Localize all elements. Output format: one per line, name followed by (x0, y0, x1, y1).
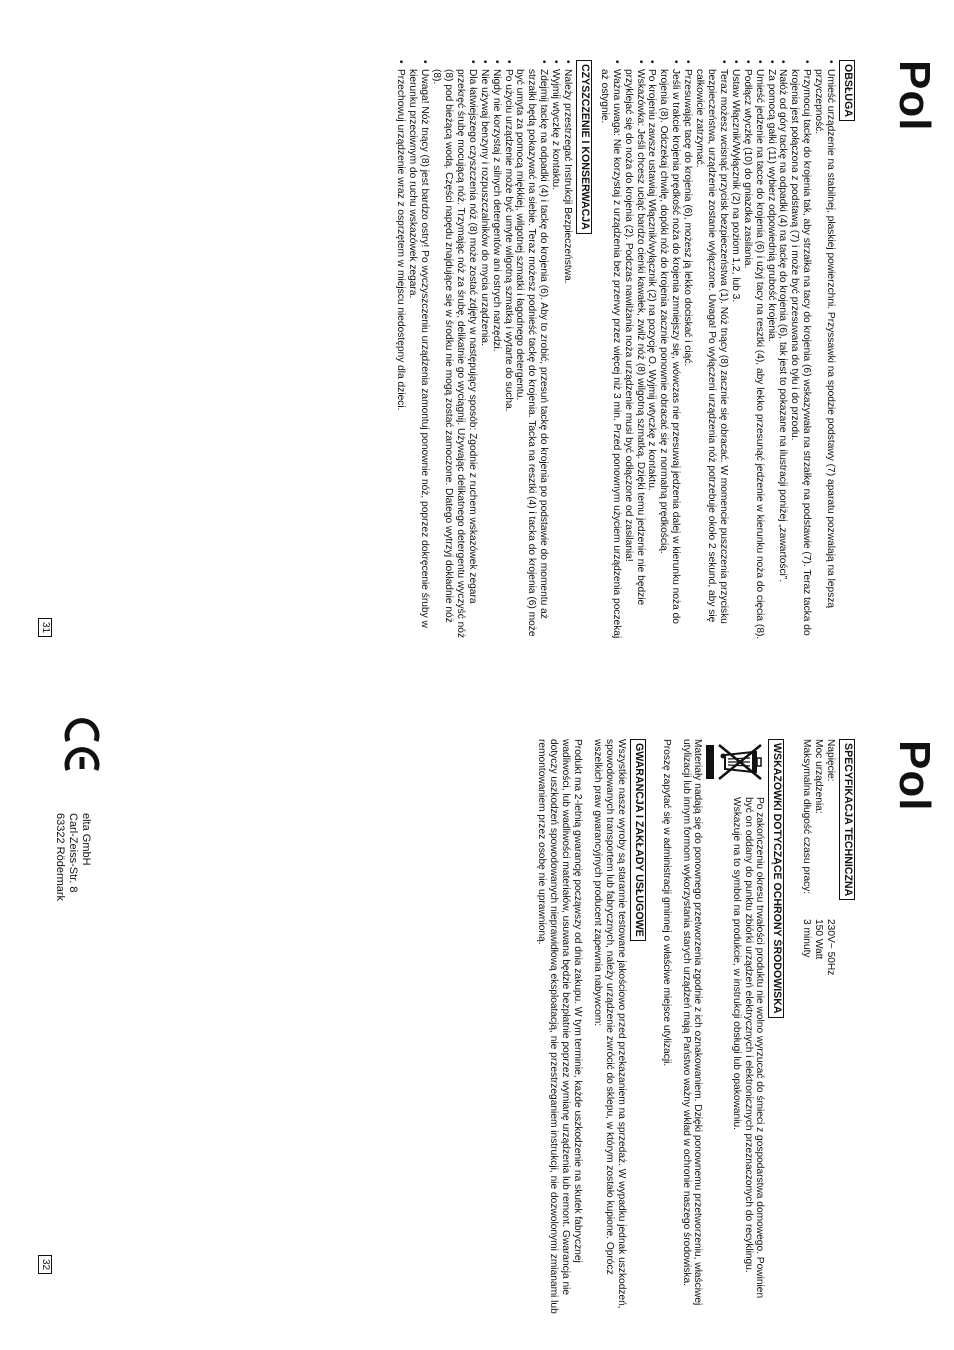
address-line: 63322 Rödermark (54, 813, 66, 902)
spec-table (800, 739, 836, 1314)
list-item: • Ważna uwaga: Nie korzystaj z urządzenia bez przerwy przez więcej niż 3 min. Przed ponownym użyciem urządzenia poczekaj aż ostygnie. (598, 60, 622, 640)
language-title: Pol (890, 740, 939, 812)
list-item: • Przechowuj urządzenie wraz z osprzętem w miejscu niedostępny dla dzieci. (394, 60, 406, 640)
list-item: • Teraz możesz wcisnąć przycisk bezpieczeństwa (1). Nóż tnący (8) zacznie się obracać. W momencie puszczenia przycisku bezpieczeństwa, urządzenie zostanie wyłączone. Uwaga! Po wyłączeni urządzenia nóż potrzebuje około 2 sekund, aby się całkowicie zatrzymać. (693, 60, 729, 640)
list-item: • Nie używaj benzyny i rozpuszczalników do mycia urządzenia. (478, 60, 490, 640)
ce-mark-icon (62, 715, 102, 777)
list-item: • Umieść urządzenie na stabilnej, płaskiej powierzchni. Przyssawki na spodzie podstawy (7) aparatu pozwalają na lepszą przyczepność. (812, 60, 836, 640)
spec-label: Maksymalna długość czasu pracy: (801, 739, 813, 895)
warranty-text-2: Produkt ma 2-letnią gwarancję począwszy od dnia zakupu. W tym terminie, każde uszkodzenie na skutek fabrycznej wadliwości, lub wadliwości materiałów, usuwana będzie bezpłatnie poprzez wymianę urządzenia lub remont. Gwarancja nie dotyczy uszkodzeń spowodowanych nieprawidłową eksploatacją, nie przestrzeganiem instrukcji, nie dozwolonymi zmianami lub remontowaniem przez osobę nie uprawnioną. (536, 739, 584, 1314)
list-item: • Nigdy nie korzystaj z silnych detergentów ani ostrych narzędzi. (490, 60, 502, 640)
address-line: elta GmbH (80, 813, 92, 866)
info-column (528, 739, 862, 1314)
environment-notice (703, 739, 765, 1314)
list-item: • Przesuwając tacę do krojenia (6), możesz ją lekko dociskać i ciąć. (681, 60, 693, 640)
section-heading-warranty: GWARANCJA I ZAKŁADY USŁUGOWE (630, 739, 646, 941)
section-heading-operation: OBSŁUGA (839, 60, 855, 121)
list-item: • Wskazówka: Jeśli chcesz uciąć bardzo cienki kawałek, zwilż nóż (8) wilgotną szmatką. Dzięki temu jedzenie nie będzie przyklejać się do noża do krojenia (2). Podczas nawilżania noża urządzenie musi być odłączone od zasilania! (622, 60, 646, 640)
list-item: • Po użyciu urządzenie może być umyte wilgotną szmatką i wytarte do sucha. (502, 60, 514, 640)
list-item: • Nałóż od góry tackę na odpadki (4) na tackę do krojenia (6), tak jest to pokazane na ilustracji poniżej „zawartości”. (777, 60, 789, 640)
list-item: • Za pomocą gałki (11) wybierz odpowiednią grubość krojenia. (765, 60, 777, 640)
crossed-out-wheelie-bin-icon (703, 739, 765, 787)
cleaning-list (394, 60, 573, 640)
environment-text-3: Proszę zapytać się w administracji gminnej o właściwe miejsce utylizacji. (660, 739, 672, 1067)
page-32 (0, 675, 954, 1350)
address-line: Carl-Zeiss-Str. 8 (67, 813, 79, 893)
warranty-text-1: Wszystkie nasze wyroby są starannie testowane jakościowo przed przekazaniem na sprzedaż. W wypadku jednak uszkodzeń, spowodowanych transportem lub fabrycznych, należy urządzenie zwrócić do sklepu, w którym zostało kupione. Oprócz wszelkich praw gwarancyjnych producent zapewnia nabywcom: (592, 739, 627, 1309)
environment-text-1: Po zakończeniu okresu trwałości produktu nie wolno wyrzucać do śmieci z gospodarstwa domowego. Powinien być on oddany do punktu zbiórki urządzeń elektrycznych i elektronicznych przeznaczonych do recyklingu. Wskazuje na to symbol na produkcie, w instrukcji obsługi lub opakowaniu. (730, 797, 766, 1299)
list-item: • Należy przestrzegać Instrukcji Bezpieczeństwa. (561, 60, 573, 640)
list-item: • Przymocuj tackę do krojenia tak, aby strzałka na tacy do krojenia (6) wskazywała na strzałkę na podstawie (7). Teraz tacka do krojenia jest połączona z podstawą (7) i może być przesuwana do tyłu i do przodu. (788, 60, 812, 640)
spec-value: 150 Watt (813, 919, 825, 960)
environment-text-2: Materiały nadają się do ponownego przetworzenia zgodnie z ich oznakowaniem. Dzięki ponownemu przetworzeniu, właściwej utylizacji lub innym formom wykorzystania starych urządzeń mają Państwo ważny wkład w ochronie naszego środowiska. (680, 739, 704, 1306)
list-item: • Dla łatwiejszego czyszczenia nóż (8) może zostać zdjęty w następujący sposób: Zgodnie z ruchem wskazówek zegara przekręć śrubę mocującą nóż. Trzymając nóż za śrubę, delikatnie go wyciągnij. Używając delikatnego detergentu wyczyść nóż (8) pod bieżącą wodą. Części napędu znajdujące się w środku nie mogą zostać zamoczone. Dlatego wytrzyj dokładnie nóż (8). (430, 60, 478, 640)
spec-label: Napięcie: (825, 739, 837, 782)
operation-list (598, 60, 836, 640)
manufacturer-address (53, 813, 92, 901)
section-heading-environment: WSKAZÓWKI DOTYCZĄCE OCHRONY ŚRODOWISKA (768, 739, 784, 1018)
spec-value: 230V~ 50Hz (825, 919, 837, 976)
list-item: • Po krojeniu zawsze ustawiaj Włącznik/wyłącznik (2) na pozycję O. Wyjmij wtyczkę z kontaktu. (646, 60, 658, 640)
spec-label: Moc urządzenia: (813, 739, 825, 814)
list-item: • Zdejmij tackę na odpadki (4) i tackę do krojenia (6). Aby to zrobić, przesuń tackę do krojenia po podstawie do momentu aż strzałki będą pokazywać na siebie. Teraz możesz podnieść tackę do krojenia. Tacka na resztki (4) i tacka do krojenia (6) może być umyta za pomocą miękkiej, wilgotnej szmatki i łagodnego detergentu. (514, 60, 550, 640)
list-item: • Umieść jedzenie na tacce do krojenia (6) i użyj tacy na resztki (4), aby lekko przesunąć jedzenie w kierunku noża do cięcia (8). (753, 60, 765, 640)
page-number: 31 (38, 618, 52, 637)
language-title: Pol (890, 60, 939, 132)
list-item: • Wyjmij wtyczkę z kontaktu. (549, 60, 561, 640)
list-item: • Ustaw Włącznik/Wyłącznik (2) na poziom 1,2, lub 3. (729, 60, 741, 640)
section-heading-cleaning: CZYSZCZENIE I KONSERWACJA (576, 60, 592, 234)
operation-column (394, 60, 861, 640)
list-item: • Podłącz wtyczkę (10) do gniazdka zasilania. (741, 60, 753, 640)
section-heading-spec: SPECYFIKACJA TECHNICZNA (839, 739, 855, 900)
list-item: • Jeśli w trakcie krojenia prędkość noża do krojenia zmniejszy się, wówczas nie przesuwaj jedzenia dalej w kierunku noża do krojenia (8). Odczekaj chwilę, dopóki nóż do krojenia zacznie ponownie obracać się z normalną prędkością. (658, 60, 682, 640)
spec-value: 3 minuty (801, 919, 813, 958)
page-number: 32 (38, 1255, 52, 1274)
list-item: • Uwaga! Nóż tnący (8) jest bardzo ostry! Po wyczyszczeniu urządzenia zamontuj ponownie nóż, poprzez dokręcenie śruby w kierunku przeciwnym do ruchu wskazówek zegara. (406, 60, 430, 640)
